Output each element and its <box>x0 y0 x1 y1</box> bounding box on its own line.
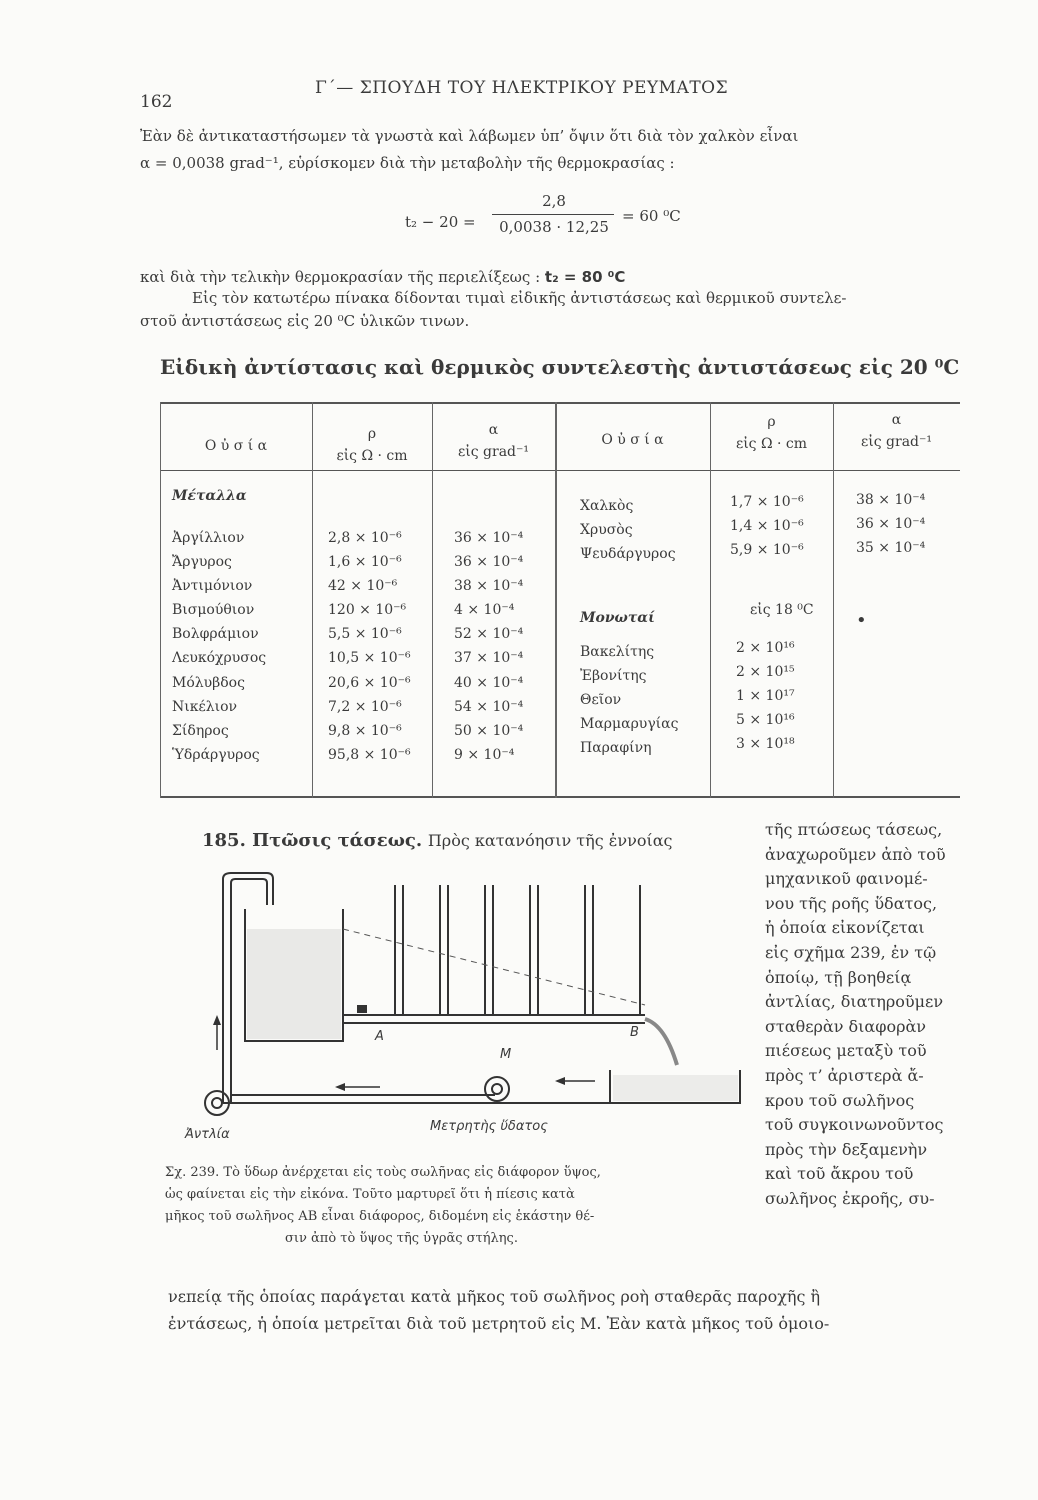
table-cell-name: Βισμούθιον <box>172 602 255 619</box>
table-cell-alpha: 9 × 10⁻⁴ <box>454 746 515 763</box>
header-alpha-sym-right: α <box>891 412 902 428</box>
formula-denominator: 0,0038 · 12,25 <box>499 218 609 236</box>
formula-numerator: 2,8 <box>542 192 566 210</box>
outflow-stream <box>645 1019 677 1065</box>
intro-line-5: στοῦ ἀντιστάσεως εἰς 20 ⁰C ὑλικῶν τινων. <box>140 312 470 330</box>
resistivity-table <box>160 402 960 798</box>
right-top-alpha <box>856 488 925 560</box>
bottom-paragraph <box>168 1283 829 1337</box>
valve-icon <box>357 1005 367 1013</box>
text-line: πρὸς τὴν δεξαμενὴν <box>765 1139 928 1159</box>
intro-line-1: Ἐὰν δὲ ἀντικαταστήσωμεν τὰ γνωστὰ καὶ λάβωμεν ὑπ’ ὄψιν ὅτι διὰ τὸν χαλκὸν εἶναι <box>140 127 799 145</box>
table-cell-rho: 1 × 10¹⁷ <box>736 688 795 705</box>
text-line: σταθερὰν διαφορὰν <box>765 1016 927 1036</box>
text-line: ἐντάσεως, ἡ ὁποία μετρεῖται διὰ τοῦ μετρητοῦ εἰς Μ. Ἐὰν κατὰ μῆκος τοῦ ὁμοιο- <box>168 1314 830 1333</box>
right-top-names <box>580 494 676 566</box>
header-alpha-sym-left: α <box>488 422 499 438</box>
table-cell-rho: 10,5 × 10⁻⁶ <box>328 650 411 667</box>
left-rho-column <box>328 526 411 767</box>
table-cell-alpha: 35 × 10⁻⁴ <box>856 540 926 557</box>
formula-left: t₂ − 20 = <box>405 213 476 231</box>
table-bottom-rule <box>160 796 960 798</box>
table-cell-alpha: 36 × 10⁻⁴ <box>856 516 926 533</box>
text-line: νου τῆς ροῆς ὕδατος, <box>765 893 938 913</box>
table-cell-rho: 2 × 10¹⁵ <box>736 664 795 681</box>
section-185-intro: Πρὸς κατανόησιν τῆς ἐννοίας <box>427 831 673 850</box>
text-line: νεπείᾳ τῆς ὁποίας παράγεται κατὰ μῆκος τοῦ σωλῆνος ροὴ σταθερᾶς παροχῆς ἢ <box>168 1287 821 1306</box>
table-cell-name: Βολφράμιον <box>172 626 259 643</box>
intro-line-4: Εἰς τὸν κατωτέρω πίνακα δίδονται τιμαὶ εἰδικῆς ἀντιστάσεως καὶ θερμικοῦ συντελε- <box>192 289 847 307</box>
table-cell-alpha: 52 × 10⁻⁴ <box>454 626 524 643</box>
section-185-right-column <box>765 818 946 1212</box>
text-line: τοῦ συγκοινωνοῦντος <box>765 1115 944 1135</box>
page-number: 162 <box>140 92 173 112</box>
table-cell-name: Ἄργυρος <box>172 554 232 571</box>
section-metals: Μέταλλα <box>172 488 247 504</box>
table-cell-rho: 2,8 × 10⁻⁶ <box>328 530 402 546</box>
text-line: εἰς σχῆμα 239, ἐν τῷ <box>765 942 937 962</box>
header-rho-sym-right: ρ <box>767 414 776 430</box>
table-left-border <box>160 402 161 798</box>
right-top-rho <box>730 490 804 562</box>
intro-line-3-result: t₂ = 80 ⁰C <box>544 268 626 286</box>
table-col-divider-5 <box>833 402 834 798</box>
table-col-divider-4 <box>710 402 711 798</box>
table-cell-alpha: 38 × 10⁻⁴ <box>454 578 524 595</box>
table-cell-name: Λευκόχρυσος <box>172 650 267 667</box>
table-cell-name: Μόλυβδος <box>172 674 245 691</box>
table-dot-mark: • <box>856 610 867 631</box>
table-cell-rho: 3 × 10¹⁸ <box>736 736 795 753</box>
table-cell-rho: 5,5 × 10⁻⁶ <box>328 626 402 643</box>
table-cell-name: Ὑδράργυρος <box>172 746 260 763</box>
table-cell-name: Ψευδάργυρος <box>580 546 676 563</box>
formula-right: = 60 ⁰C <box>622 207 681 225</box>
caption-line: Σχ. 239. Τὸ ὕδωρ ἀνέρχεται εἰς τοὺς σωλῆνας εἰς διάφορον ὕψος, <box>165 1165 601 1180</box>
left-alpha-column <box>454 526 523 767</box>
table-cell-rho: 7,2 × 10⁻⁶ <box>328 698 402 715</box>
text-line: σωλῆνος ἐκροῆς, συ- <box>765 1188 935 1208</box>
table-cell-alpha: 36 × 10⁻⁴ <box>454 530 524 546</box>
table-cell-name: Βακελίτης <box>580 644 655 660</box>
table-cell-name: Σίδηρος <box>172 722 229 739</box>
header-substance-left: Ο ὐ σ ί α <box>204 438 268 454</box>
header-alpha-unit-left: εἰς grad⁻¹ <box>458 444 529 460</box>
label-pump: Ἀντλία <box>185 1127 230 1142</box>
table-cell-alpha: 38 × 10⁻⁴ <box>856 492 926 508</box>
table-center-divider <box>555 402 557 798</box>
table-top-rule <box>160 402 960 404</box>
table-cell-rho: 9,8 × 10⁻⁶ <box>328 722 402 739</box>
table-cell-rho: 1,4 × 10⁻⁶ <box>730 518 804 535</box>
label-A: A <box>375 1029 384 1044</box>
basin-water <box>613 1075 738 1101</box>
table-cell-name: Ἀργίλλιον <box>172 530 245 546</box>
table-cell-rho: 5,9 × 10⁻⁶ <box>730 542 804 559</box>
table-cell-alpha: 4 × 10⁻⁴ <box>454 602 515 619</box>
table-cell-alpha: 50 × 10⁻⁴ <box>454 722 524 739</box>
text-line: κρου τοῦ σωλῆνος <box>765 1090 915 1110</box>
section-185-heading <box>202 830 673 851</box>
table-cell-rho: 95,8 × 10⁻⁶ <box>328 746 411 763</box>
caption-line: ὡς φαίνεται εἰς τὴν εἰκόνα. Τοῦτο μαρτυρεῖ ὅτι ἡ πίεσις κατὰ <box>165 1187 575 1202</box>
table-cell-name: Χρυσὸς <box>580 522 633 539</box>
intro-line-2: α = 0,0038 grad⁻¹, εὑρίσκομεν διὰ τὴν μεταβολὴν τῆς θερμοκρασίας : <box>140 154 675 172</box>
running-title: Γ΄— ΣΠΟΥΔΗ ΤΟΥ ΗΛΕΚΤΡΙΚΟΥ ΡΕΥΜΑΤΟΣ <box>315 78 729 98</box>
figure-caption <box>165 1162 601 1250</box>
table-cell-alpha: 36 × 10⁻⁴ <box>454 554 524 571</box>
figure-239 <box>185 865 755 1155</box>
caption-line: μῆκος τοῦ σωλῆνος ΑΒ εἶναι διάφορος, διδομένη εἰς ἑκάστην θέ- <box>165 1209 595 1224</box>
text-line: πιέσεως μεταξὺ τοῦ <box>765 1041 927 1061</box>
table-cell-name: Παραφίνη <box>580 740 652 757</box>
tank-water <box>247 929 341 1039</box>
table-cell-name: Μαρμαρυγίας <box>580 716 679 733</box>
label-M: M <box>500 1047 512 1062</box>
table-cell-alpha: 54 × 10⁻⁴ <box>454 698 524 715</box>
table-cell-name: Ἀντιμόνιον <box>172 578 253 595</box>
text-line: τῆς πτώσεως τάσεως, <box>765 820 943 839</box>
table-cell-rho: 42 × 10⁻⁶ <box>328 578 398 595</box>
flow-arrow-up <box>213 1015 221 1025</box>
text-line: ἡ ὁποία εἰκονίζεται <box>765 918 925 938</box>
table-title: Εἰδικὴ ἀντίστασις καὶ θερμικὸς συντελεστὴς ἀντιστάσεως εἰς 20 ⁰C <box>160 355 960 379</box>
insulators-temperature: εἰς 18 ⁰C <box>750 602 814 618</box>
header-rho-sym-left: ρ <box>367 426 377 442</box>
text-line: πρὸς τ’ ἀριστερὰ ἄ- <box>765 1065 924 1085</box>
text-line: καὶ τοῦ ἄκρου τοῦ <box>765 1164 914 1184</box>
right-bottom-names <box>580 640 678 760</box>
water-flow-diagram <box>195 865 755 1155</box>
header-substance-right: Ο ὐ σ ί α <box>601 432 664 448</box>
text-line: μηχανικοῦ φαινομέ- <box>765 869 928 889</box>
water-meter <box>485 1077 509 1101</box>
table-cell-alpha: 37 × 10⁻⁴ <box>454 650 524 667</box>
table-cell-rho: 5 × 10¹⁶ <box>736 712 795 729</box>
header-rho-unit-left: εἰς Ω · cm <box>336 448 408 464</box>
section-insulators: Μονωταί <box>580 610 655 626</box>
label-B: B <box>630 1025 639 1040</box>
table-cell-rho: 1,6 × 10⁻⁶ <box>328 554 402 571</box>
right-bottom-rho <box>736 636 795 756</box>
label-meter: Μετρητὴς ὕδατος <box>430 1119 548 1134</box>
text-line: ἀναχωροῦμεν ἀπὸ τοῦ <box>765 844 946 864</box>
header-rho-unit-right: εἰς Ω · cm <box>735 436 808 452</box>
table-cell-rho: 1,7 × 10⁻⁶ <box>730 494 804 510</box>
intro-line-3 <box>140 266 625 288</box>
left-names-column <box>172 526 266 767</box>
fraction-bar <box>492 214 614 215</box>
header-alpha-unit-right: εἰς grad⁻¹ <box>861 434 932 450</box>
table-header-rule <box>160 470 960 471</box>
table-cell-name: Νικέλιον <box>172 698 238 715</box>
table-cell-name: Ἐβονίτης <box>580 668 647 685</box>
table-cell-rho: 2 × 10¹⁶ <box>736 640 795 656</box>
table-cell-name: Χαλκὸς <box>580 498 634 514</box>
intro-line-3-text: καὶ διὰ τὴν τελικὴν θερμοκρασίαν τῆς περιελίξεως : <box>140 268 541 286</box>
caption-line: σιν ἀπὸ τὸ ὕψος τῆς ὑγρᾶς στήλης. <box>285 1231 518 1246</box>
text-line: ἀντλίας, διατηροῦμεν <box>765 992 944 1012</box>
table-cell-rho: 120 × 10⁻⁶ <box>328 602 407 619</box>
table-cell-alpha: 40 × 10⁻⁴ <box>454 674 524 691</box>
text-line: ὁποίῳ, τῇ βοηθείᾳ <box>765 967 912 987</box>
table-cell-name: Θεῖον <box>580 692 622 709</box>
table-cell-rho: 20,6 × 10⁻⁶ <box>328 674 411 691</box>
section-185-title: 185. Πτῶσις τάσεως. <box>202 830 423 851</box>
